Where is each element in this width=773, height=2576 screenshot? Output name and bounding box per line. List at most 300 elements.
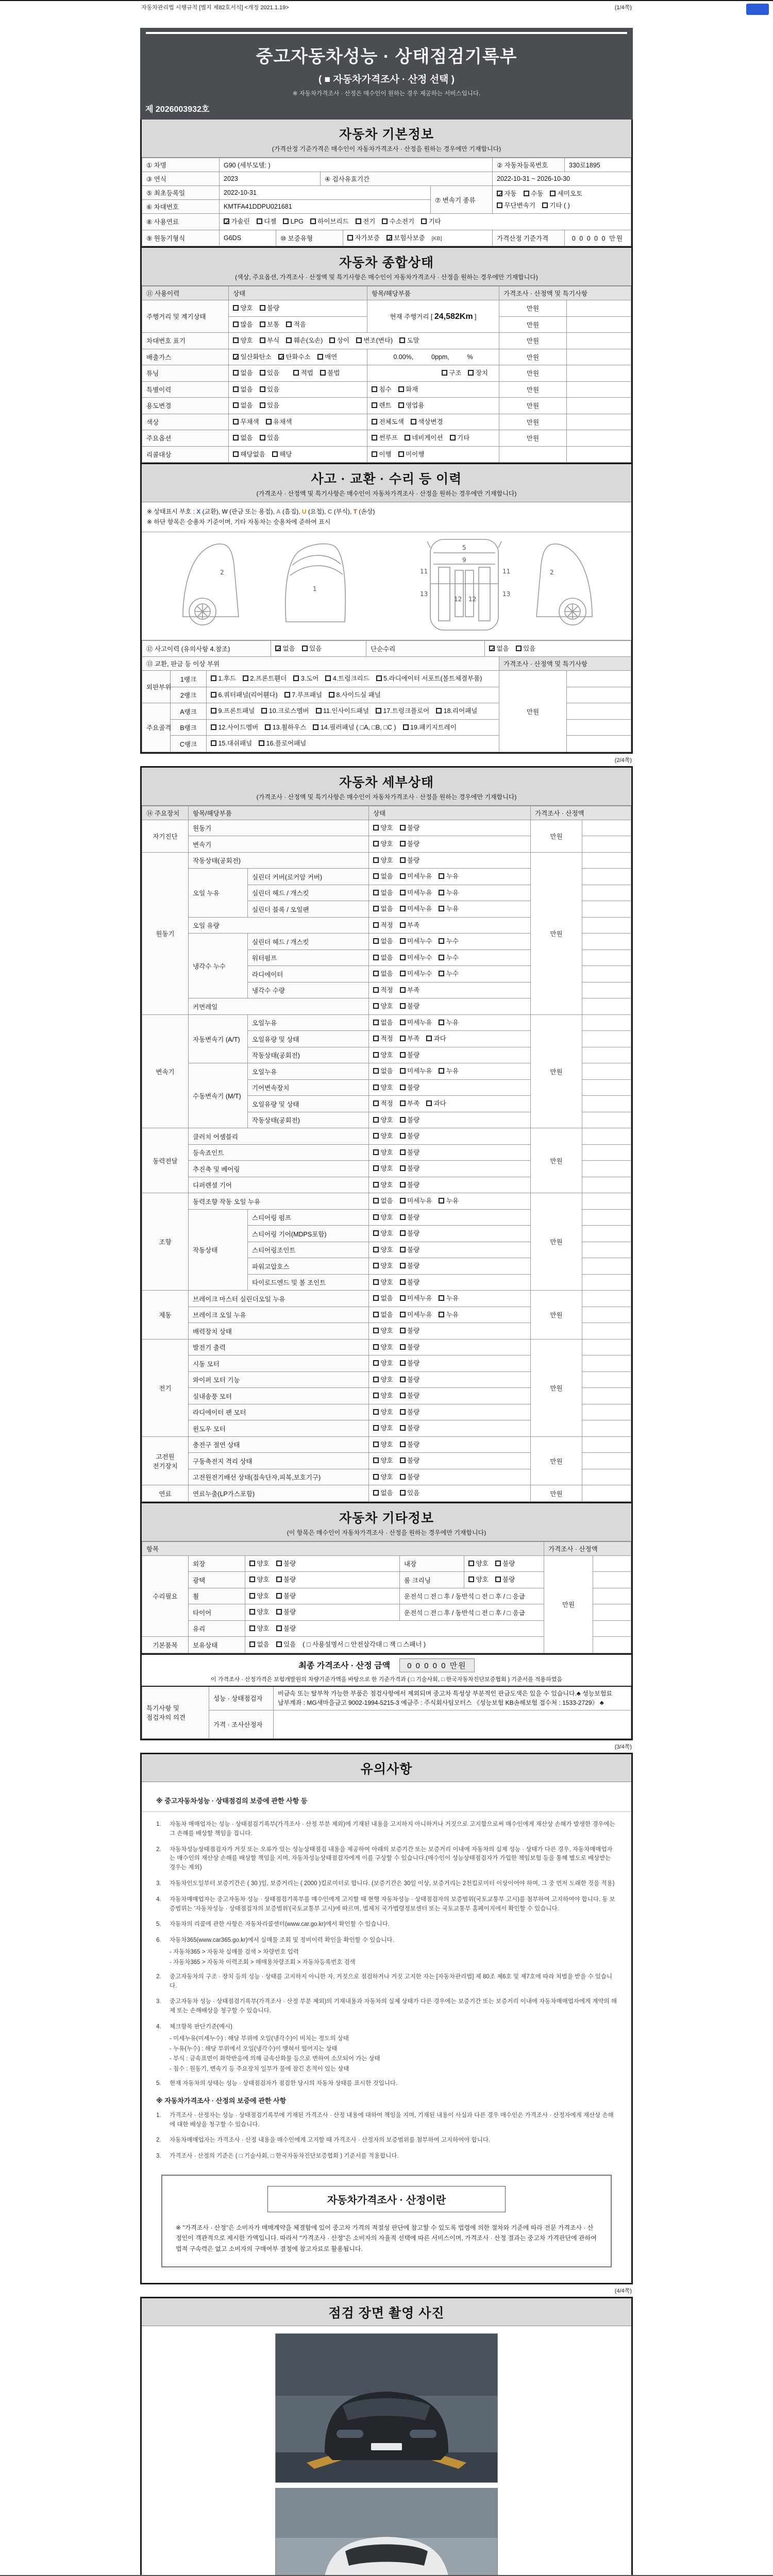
document-title: 중고자동차성능 · 상태점검기록부: [256, 47, 517, 66]
note-cell: [582, 1485, 631, 1502]
checkbox-option: 전기: [356, 216, 376, 228]
note-cell: [582, 1112, 631, 1128]
unchecked-checkbox-icon: [550, 191, 556, 196]
unchecked-checkbox-icon: [249, 1561, 255, 1566]
checkbox-option: ✓ 보험사보증: [386, 232, 425, 244]
section-detail-state: [140, 766, 633, 1503]
checkbox-option: 양호: [373, 1439, 393, 1451]
vin-mark-label: 차대번호 표기: [142, 333, 229, 349]
etc-price: 만원: [544, 1555, 593, 1653]
unchecked-checkbox-icon: [468, 370, 474, 376]
unchecked-checkbox-icon: [373, 1198, 379, 1204]
unchecked-checkbox-icon: [284, 692, 290, 698]
unchecked-checkbox-icon: [400, 1068, 406, 1074]
exterior-label: 외장: [189, 1555, 245, 1572]
checkbox-option: 양호: [249, 1623, 270, 1635]
rankC-note: [567, 736, 631, 752]
rankB-note: [567, 719, 631, 736]
unchecked-checkbox-icon: [400, 1312, 406, 1317]
unchecked-checkbox-icon: [329, 692, 334, 698]
document-subtitle: ( ■ 자동차가격조사 · 산정 선택 ): [318, 74, 455, 85]
note-cell: [582, 901, 631, 918]
checkbox-option: 자가보증: [347, 232, 380, 244]
checkbox-option: 불량: [400, 1212, 420, 1224]
note-cell: [582, 1177, 631, 1193]
checkbox-option: 양호: [373, 1049, 393, 1061]
vin-mark-price: 만원: [499, 333, 567, 349]
item-label: 원동기: [189, 820, 369, 836]
checkbox-option: 불량: [400, 1390, 420, 1402]
checkbox-option: 무단변속기: [497, 200, 535, 212]
warranty-type-options: [343, 230, 493, 246]
interior-label: 내장: [400, 1555, 464, 1572]
note-cell: [582, 1469, 631, 1485]
special-history-options: [229, 381, 367, 398]
checkbox-option: 없음: [373, 871, 393, 883]
tuning-options: [229, 365, 367, 382]
usage-change-options: [229, 398, 367, 414]
usage-change-items: [367, 398, 499, 414]
checkbox-option: 해당: [272, 449, 292, 461]
unchecked-checkbox-icon: [373, 1409, 379, 1415]
rank1-items: [207, 671, 499, 687]
subgroup-label: 수동변속기 (M/T): [189, 1063, 248, 1128]
checkbox-option: 양호: [468, 1574, 489, 1586]
item-label: 발전기 출력: [189, 1339, 369, 1355]
page-number-3: (3/4쪽): [614, 1743, 632, 1750]
emission-options: [229, 349, 367, 365]
unchecked-checkbox-icon: [260, 321, 265, 327]
state-options: [369, 1339, 531, 1355]
checkbox-option: 영업용: [398, 400, 425, 412]
basic-info-subheading: (가격산정 기준가격은 매수인이 자동차가격조사 · 산정을 원하는 경우에만 기재합니다): [272, 145, 501, 152]
checkbox-option: 불량: [400, 1179, 420, 1191]
unchecked-checkbox-icon: [439, 971, 444, 976]
main-option-note: [567, 430, 631, 447]
unchecked-checkbox-icon: [400, 873, 406, 879]
outer-panel-label: 외판부위: [142, 671, 171, 703]
color-price: 만원: [499, 414, 567, 430]
page-number-4: (4/4쪽): [614, 2288, 632, 2295]
unchecked-checkbox-icon: [283, 218, 289, 224]
wheel-positions: 운전석 □ 전 □ 후 / 동반석 □ 전 □ 후 / □ 응급: [400, 1588, 544, 1604]
item-label: 동력조향 작동 오일 누유: [189, 1193, 369, 1210]
state-options: [369, 820, 531, 836]
checkbox-option: 디젤: [257, 216, 277, 228]
mileage-prefix: 현재 주행거리 [: [390, 313, 434, 320]
unchecked-checkbox-icon: [233, 451, 239, 457]
checkbox-option: 양호: [233, 302, 253, 314]
room-cleaning-options: [464, 1572, 544, 1588]
appraiser-remarks: [274, 1710, 631, 1738]
unchecked-checkbox-icon: [313, 724, 318, 730]
checkbox-option: 부족: [400, 985, 420, 996]
emission-values: 0.00%, 0ppm, %: [367, 349, 499, 365]
section-notice: [140, 1753, 633, 2284]
checkbox-option: 8.사이드실 패널: [329, 689, 381, 701]
item-label: 타이로드엔드 및 볼 조인트: [248, 1274, 369, 1291]
etc-note-6: [593, 1637, 631, 1653]
checkbox-option: 미세누유: [400, 887, 432, 899]
unchecked-checkbox-icon: [439, 873, 444, 879]
notice-subitem: - 미세누유(미세누수) : 해당 부위에 오일(냉각수)이 비치는 정도의 상태: [170, 2035, 349, 2042]
checkbox-option: 양호: [373, 1471, 393, 1483]
unchecked-checkbox-icon: [400, 1474, 406, 1480]
checkbox-option: 불량: [400, 1130, 420, 1142]
group-price: 만원: [531, 1291, 582, 1340]
checkbox-option: 미세누수: [400, 936, 432, 947]
unchecked-checkbox-icon: [260, 386, 265, 392]
unchecked-checkbox-icon: [373, 1360, 379, 1366]
color-items: [367, 414, 499, 430]
checkbox-option: 양호: [468, 1558, 489, 1570]
item-label: 실린더 블록 / 오일팬: [248, 901, 369, 918]
etc-note-3: [593, 1588, 631, 1604]
unchecked-checkbox-icon: [421, 218, 427, 224]
checkbox-option: 있음: [276, 1639, 296, 1651]
unchecked-checkbox-icon: [211, 708, 216, 714]
checkbox-option: 구조: [442, 367, 462, 379]
checkbox-option: 없음: [233, 367, 253, 379]
state-options: [369, 1485, 531, 1502]
unchecked-checkbox-icon: [497, 202, 502, 208]
final-price-amount: 0 0 0 0 0 만원: [399, 1658, 475, 1672]
svg-text:12: 12: [468, 595, 477, 603]
note-cell: [582, 966, 631, 982]
unchecked-checkbox-icon: [400, 1149, 406, 1155]
unchecked-checkbox-icon: [373, 1425, 379, 1431]
checkbox-option: 화재: [398, 384, 418, 396]
checkbox-option: 없음: [249, 1639, 270, 1651]
state-options: [369, 836, 531, 853]
unchecked-checkbox-icon: [372, 402, 377, 408]
usage-change-note: [567, 398, 631, 414]
mileage-amount-options: [229, 316, 367, 333]
document-number: 제 2026003932호: [145, 105, 210, 114]
etc-info-heading: 자동차 기타정보: [339, 1511, 434, 1526]
model-year-label: ③ 연식: [142, 172, 220, 186]
simple-repair-label: 단순수리: [366, 640, 485, 657]
state-options: [369, 1226, 531, 1242]
checkbox-option: 없음: [373, 1065, 393, 1077]
checkbox-option: 양호: [373, 1422, 393, 1434]
basic-info-title: [142, 120, 631, 158]
state-options: [369, 917, 531, 934]
vin-mark-options: [229, 333, 499, 349]
checkbox-option: 기타 ( ): [542, 200, 570, 212]
engine-type-value: G6DS: [220, 230, 276, 246]
basic-items-label: 기본품목: [142, 1637, 189, 1653]
state-options: [369, 950, 531, 966]
checkbox-option: 많음: [233, 319, 253, 331]
notice-item: 4. 체크항목 판단기준(예시): [156, 2023, 232, 2030]
price-appraisal-box-text: ※ "가격조사 · 산정"은 소비자가 매매계약을 체결함에 있어 중고차 가격의 적절성 판단에 참고할 수 있도록 법령에 의한 절차와 기준에 따라 전문 가격조사 · 산정인이 객관적으로 제시한 가액입니다. 따라서 "가격조사 · 산정"은 소비자의 자율적 선택에 따른 서비스이며, 가격조사 · 산정 결과는 중고차 가격판단에 관하여 법적 구속력은 없고 소비자의 구매여부 결정에 참고자료로 활용됩니다.: [176, 2224, 597, 2252]
unchecked-checkbox-icon: [260, 435, 265, 440]
checkbox-option: 세미오토: [550, 188, 582, 200]
basic-info-table-row1: [142, 158, 631, 172]
checked-checkbox-icon: [275, 646, 281, 651]
checkbox-option: 누유: [439, 1065, 459, 1077]
checkbox-option: 없음: [233, 400, 253, 412]
device-label: 연료: [142, 1485, 189, 1502]
unchecked-checkbox-icon: [276, 1561, 282, 1566]
checkbox-option: 불량: [400, 1114, 420, 1126]
notice-item: 2. 중고자동차의 구조 · 장치 등의 성능 · 상태를 고지하지 아니한 자, 거짓으로 점검하거나 거짓 고지한 자는 [자동차관리법] 제 80조 제6호 및 제7호에 따라 처벌을 받을 수 있습니다.: [156, 1973, 613, 1989]
checked-checkbox-icon: [386, 235, 392, 241]
checkbox-option: 양호: [249, 1590, 270, 1602]
item-label: 실린더 헤드 / 개스킷: [248, 885, 369, 901]
state-options: [369, 998, 531, 1015]
checkbox-option: 미이행: [398, 449, 425, 461]
checkbox-option: 양호: [373, 1082, 393, 1094]
note-cell: [582, 836, 631, 853]
checkbox-option: 부식: [260, 335, 280, 347]
unchecked-checkbox-icon: [495, 1577, 501, 1582]
checkbox-option: 수동: [524, 188, 544, 200]
usage-change-price: 만원: [499, 398, 567, 414]
item-label: 변속기: [189, 836, 369, 853]
unchecked-checkbox-icon: [439, 955, 444, 960]
checkbox-option: 17.트렁크플로어: [376, 705, 429, 717]
section-basic-info: [140, 120, 633, 248]
corner-button[interactable]: [746, 4, 769, 15]
mileage-state-options: [229, 300, 367, 317]
checkbox-option: 불량: [400, 1244, 420, 1256]
appraiser-label: 가격 · 조사산정자: [209, 1710, 274, 1738]
svg-text:12: 12: [454, 595, 462, 603]
unchecked-checkbox-icon: [373, 857, 379, 863]
unchecked-checkbox-icon: [249, 1609, 255, 1615]
checkbox-option: 7.루프패널: [284, 689, 322, 701]
final-price-note: 이 가격조사 · 산정가격은 보험개발원의 차량기준가액을 바탕으로 한 기준가격과 ( □ 기술사회, □ 한국자동차진단보증협회 ) 기준서를 적용하였음: [211, 1676, 562, 1683]
rank1-label: 1랭크: [171, 671, 207, 687]
page-number-1: (1/4쪽): [614, 5, 632, 11]
rankA-items: [207, 703, 499, 720]
checkbox-option: 보통: [260, 319, 280, 331]
checkbox-option: 변조(변타): [356, 335, 393, 347]
checkbox-option: 10.크로스멤버: [261, 705, 309, 717]
note-cell: [582, 1079, 631, 1096]
state-options: [369, 1274, 531, 1291]
notice-item: 4. 자동차매매업자는 중고자동차 성능 · 상태점검기록부를 매수인에게 고지할 때 현행 자동차성능 · 상태점검자의 보증범위(국토교통부 고시)를 첨부하여 고지하여야 합니다. 동 보증범위는 '자동차성능 · 상태점검자의 보증범위'(국토교통부 고시)에 따르며, 법제처 국가법령정보센터 또는 국토교통부 홈페이지에서 확인할 수 있습니다.: [156, 1896, 615, 1912]
note-cell: [582, 1047, 631, 1063]
note-cell: [582, 852, 631, 869]
section-etc-info: [140, 1503, 633, 1740]
unchecked-checkbox-icon: [400, 1100, 406, 1106]
rankA-note: [567, 703, 631, 720]
main-frame-label: 주요골격: [142, 703, 171, 752]
unchecked-checkbox-icon: [439, 1295, 444, 1301]
warranty-insurer: [KB]: [431, 235, 442, 242]
checkbox-option: 누유: [439, 871, 459, 883]
section-overall-state: [140, 248, 633, 464]
unchecked-checkbox-icon: [376, 675, 382, 681]
checkbox-option: 불량: [400, 1422, 420, 1434]
checkbox-option: 미세누유: [400, 1195, 432, 1207]
item-header: 항목/해당부품: [367, 286, 499, 300]
checkbox-option: 누유: [439, 1293, 459, 1304]
state-options: [369, 1420, 531, 1437]
state-options: [369, 1291, 531, 1307]
unchecked-checkbox-icon: [400, 1360, 406, 1366]
overall-state-heading: 자동차 종합상태: [339, 256, 434, 270]
note-cell: [582, 1209, 631, 1226]
notice-item: 2. 자동차성능상태점검자가 거짓 또는 오류가 있는 성능상태점검 내용을 제공하여 아래의 보증기간 또는 보증거리 이내에 자동차의 실제 성능 · 상태가 다른 경우, 자동차매매업자는 매수인의 재산상 손해를 배상할 책임을 지며, 자동차성능상태점검자에게 이를 구상할 수 있습니다.(매수인이 성능상태점검자가 가입한 책임보험 등을 통해 별도로 배상받는 경우는 제외): [156, 1846, 613, 1871]
unchecked-checkbox-icon: [249, 1577, 255, 1582]
detail-state-header: 상태: [369, 806, 531, 820]
unchecked-checkbox-icon: [400, 906, 406, 911]
rank2-label: 2랭크: [171, 687, 207, 703]
checkbox-option: 전체도색: [372, 416, 404, 428]
item-label: 작동상태(공회전): [189, 852, 369, 869]
checkbox-option: 기타: [450, 432, 470, 444]
unchecked-checkbox-icon: [266, 419, 272, 425]
recall-label: 리콜대상: [142, 446, 229, 463]
unchecked-checkbox-icon: [211, 740, 216, 746]
unchecked-checkbox-icon: [400, 1344, 406, 1350]
checkbox-option: 불량: [400, 1439, 420, 1451]
item-label: 브레이크 마스터 실린더오일 누유: [189, 1291, 369, 1307]
checkbox-option: 수소전기: [382, 216, 414, 228]
note-cell: [582, 1291, 631, 1307]
unchecked-checkbox-icon: [373, 1490, 379, 1496]
checkbox-option: 훼손(오손): [286, 335, 323, 347]
unchecked-checkbox-icon: [302, 646, 308, 651]
unchecked-checkbox-icon: [400, 971, 406, 976]
unchecked-checkbox-icon: [276, 1625, 282, 1631]
overall-state-subheading: (색상, 주요옵션, 가격조사 · 산정액 및 특기사항은 매수인이 자동차가격조사 · 산정을 원하는 경우에만 기재합니다): [235, 274, 538, 281]
checkbox-option: 양호: [233, 335, 253, 347]
group-price: 만원: [531, 820, 582, 852]
checkbox-option: 1.후드: [211, 673, 236, 685]
unchecked-checkbox-icon: [450, 435, 456, 440]
checkbox-option: 6.쿼터패널(리어휀다): [211, 689, 278, 701]
checkbox-option: 미세누유: [400, 903, 432, 915]
checkbox-option: 미세누유: [400, 871, 432, 883]
state-options: [369, 982, 531, 998]
tuning-type-options: [367, 365, 499, 382]
checkbox-option: 없음: [233, 432, 253, 444]
state-options: [369, 1047, 531, 1063]
tuning-note: [567, 365, 631, 382]
checkbox-option: 장치: [468, 367, 488, 379]
checkbox-option: 양호: [373, 1130, 393, 1142]
checkbox-option: 양호: [373, 1325, 393, 1337]
note-cell: [582, 1193, 631, 1210]
state-options: [369, 1128, 531, 1145]
unchecked-checkbox-icon: [398, 451, 404, 457]
checkbox-option: 19.패키지트레이: [403, 722, 457, 734]
unchecked-checkbox-icon: [516, 646, 522, 651]
unchecked-checkbox-icon: [400, 1328, 406, 1333]
special-history-label: 특별이력: [142, 381, 229, 398]
checkbox-option: 상이: [329, 335, 349, 347]
checkbox-option: 부족: [400, 1033, 420, 1045]
device-label: 고전원 전기장치: [142, 1436, 189, 1485]
recall-items: [367, 446, 499, 463]
checkbox-option: 양호: [373, 1374, 393, 1386]
unchecked-checkbox-icon: [325, 675, 331, 681]
unchecked-checkbox-icon: [400, 922, 406, 928]
notice-heading: 유의사항: [360, 1761, 413, 1776]
notice-list-a: [156, 1820, 617, 1968]
unchecked-checkbox-icon: [400, 1442, 406, 1447]
svg-text:5: 5: [462, 544, 466, 551]
item-label: 고전원전기배선 상태(접속단자,피복,보호기구): [189, 1469, 369, 1485]
item-label: 워터펌프: [248, 950, 369, 966]
unchecked-checkbox-icon: [400, 955, 406, 960]
unchecked-checkbox-icon: [261, 708, 267, 714]
unchecked-checkbox-icon: [400, 1020, 406, 1025]
tuning-price: 만원: [499, 365, 567, 382]
checkbox-option: 색상변경: [411, 416, 443, 428]
notice-subitem: - 부식 : 금속표면이 화학반응에 의해 금속산화물 등으로 변하여 소모되어 가는 상태: [170, 2056, 380, 2062]
rank1-note: [567, 671, 631, 687]
state-options: [369, 1453, 531, 1469]
checkbox-option: 5.라디에이터 서포트(볼트체결부품): [376, 673, 482, 685]
checkbox-option: 미세누수: [400, 952, 432, 964]
item-label: 스티어링조인트: [248, 1242, 369, 1258]
mileage-price-1: 만원: [499, 300, 567, 317]
item-label: 실린더 헤드 / 개스킷: [248, 934, 369, 950]
item-label: 실린더 커버(로커암 커버): [248, 869, 369, 885]
accident-heading: 사고 · 교환 · 수리 등 이력: [311, 472, 462, 486]
unchecked-checkbox-icon: [400, 1230, 406, 1236]
checkbox-option: 있음: [260, 432, 280, 444]
unchecked-checkbox-icon: [211, 724, 216, 730]
fuel-options: [220, 214, 631, 230]
state-options: [369, 852, 531, 869]
unchecked-checkbox-icon: [373, 987, 379, 993]
simple-repair-options: [485, 640, 631, 657]
checkbox-option: 양호: [373, 1163, 393, 1175]
unchecked-checkbox-icon: [400, 1084, 406, 1090]
checkbox-option: 14.필러패널 ( □A, □B, □C ): [313, 722, 396, 734]
notice-subitem: - 자동차365 > 자동차 이력조회 > 매매용차량조회 > 자동차등록번호 검색: [170, 1959, 356, 1965]
note-cell: [582, 1436, 631, 1453]
state-options: [369, 1112, 531, 1128]
checkbox-option: 없음: [373, 887, 393, 899]
state-code-letter: C: [327, 508, 332, 515]
checkbox-option: 양호: [373, 1277, 393, 1289]
state-options: [369, 1161, 531, 1177]
unchecked-checkbox-icon: [373, 825, 379, 831]
checkbox-option: 양호: [249, 1606, 270, 1618]
checkbox-option: 불량: [276, 1590, 296, 1602]
notice-item: 5. 현재 자동차의 상태는 성능 · 상태점검자가 점검한 당시의 자동차 상태를 표시한 것입니다.: [156, 2080, 398, 2087]
unchecked-checkbox-icon: [373, 1393, 379, 1398]
checkbox-option: 없음: [373, 952, 393, 964]
checkbox-option: 양호: [249, 1574, 270, 1586]
color-options: [229, 414, 367, 430]
unchecked-checkbox-icon: [257, 218, 262, 224]
checkbox-option: 불량: [400, 1325, 420, 1337]
unchecked-checkbox-icon: [373, 1263, 379, 1268]
unchecked-checkbox-icon: [400, 1490, 406, 1496]
document-header: [140, 28, 633, 120]
unchecked-checkbox-icon: [356, 218, 361, 224]
unchecked-checkbox-icon: [468, 1561, 474, 1566]
recall-price: [499, 446, 567, 463]
unchecked-checkbox-icon: [426, 1100, 432, 1106]
unchecked-checkbox-icon: [468, 1577, 474, 1582]
checkbox-option: 15.대쉬패널: [211, 738, 252, 750]
checkbox-option: 있음: [260, 400, 280, 412]
checkbox-option: 없음: [373, 936, 393, 947]
form-rule-reference: 자동차관리법 시행규칙 [별지 제82호서식] <개정 2021.1.19>: [141, 5, 289, 11]
note-cell: [582, 1014, 631, 1031]
note-cell: [582, 934, 631, 950]
